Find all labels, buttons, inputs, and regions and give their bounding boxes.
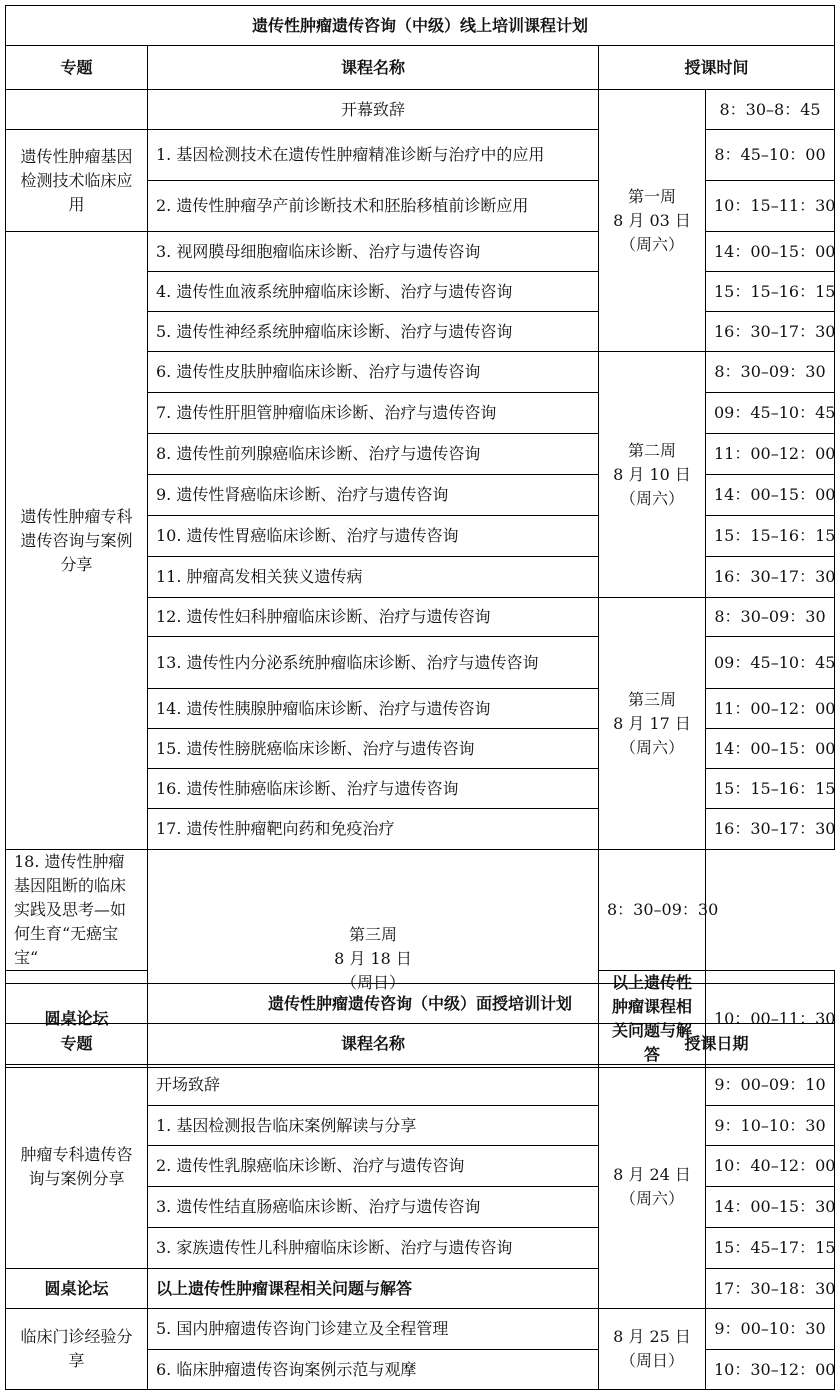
- time-cell: 14：00–15：30: [706, 1187, 835, 1228]
- header-topic: 专题: [6, 46, 148, 90]
- course-cell: 7. 遗传性肝胆管肿瘤临床诊断、治疗与遗传咨询: [148, 393, 599, 434]
- topic-cell: 遗传性肿瘤专科遗传咨询与案例分享: [6, 232, 148, 850]
- course-cell: 12. 遗传性妇科肿瘤临床诊断、治疗与遗传咨询: [148, 598, 599, 637]
- date-cell: [599, 1309, 706, 1390]
- course-cell: 14. 遗传性胰腺肿瘤临床诊断、治疗与遗传咨询: [148, 689, 599, 729]
- time-cell: 09：45–10：45: [706, 393, 835, 434]
- course-cell: 开场致辞: [148, 1065, 599, 1106]
- date-weekday: （周六）: [619, 234, 684, 254]
- date-cell: [599, 1065, 706, 1309]
- header-course: 课程名称: [148, 46, 599, 90]
- time-cell: 9：00–10：30: [706, 1309, 835, 1350]
- time-cell: 16：30–17：30: [706, 312, 835, 352]
- date-day: 8 月 03 日: [613, 210, 691, 230]
- header-time: 授课时间: [599, 46, 835, 90]
- course-cell: 2. 遗传性肿瘤孕产前诊断技术和胚胎移植前诊断应用: [148, 181, 599, 232]
- course-cell: 3. 家族遗传性儿科肿瘤临床诊断、治疗与遗传咨询: [148, 1228, 599, 1269]
- course-cell: 以上遗传性肿瘤课程相关问题与解答: [148, 1269, 599, 1309]
- topic-cell: 肿瘤专科遗传咨询与案例分享: [6, 1065, 148, 1269]
- course-cell: 9. 遗传性肾癌临床诊断、治疗与遗传咨询: [148, 475, 599, 516]
- time-cell: 14：00–15：00: [706, 475, 835, 516]
- date-week: 第二周: [627, 440, 676, 460]
- course-cell: 6. 遗传性皮肤肿瘤临床诊断、治疗与遗传咨询: [148, 352, 599, 393]
- time-cell: 8：30–8：45: [706, 90, 835, 130]
- date-cell: [599, 598, 706, 850]
- topic-cell: 遗传性肿瘤基因检测技术临床应用: [6, 130, 148, 232]
- date-day: 8 月 18 日: [334, 948, 412, 968]
- course-cell: 11. 肿瘤高发相关狭义遗传病: [148, 557, 599, 598]
- time-cell: 8：30–09：30: [599, 850, 706, 971]
- time-cell: 9：10–10：30: [706, 1106, 835, 1146]
- time-cell: 10：00–11：30: [706, 971, 835, 1068]
- date-cell: [599, 352, 706, 598]
- topic-cell: 临床门诊经验分享: [6, 1309, 148, 1390]
- course-cell: 3. 视网膜母细胞瘤临床诊断、治疗与遗传咨询: [148, 232, 599, 272]
- time-cell: 10：40–12：00: [706, 1146, 835, 1187]
- course-cell: 18. 遗传性肿瘤基因阻断的临床实践及思考—如何生育“无癌宝宝“: [6, 850, 148, 971]
- time-cell: 8：30–09：30: [706, 352, 835, 393]
- time-cell: 16：30–17：30: [706, 809, 835, 850]
- time-cell: 16：30–17：30: [706, 557, 835, 598]
- course-cell: 以上遗传性肿瘤课程相关问题与解答: [599, 971, 706, 1068]
- time-cell: 10：30–12：00: [706, 1350, 835, 1390]
- online-training-schedule-table: [5, 5, 835, 1068]
- topic-cell-empty: [6, 90, 148, 130]
- date-day: 8 月 24 日: [613, 1164, 691, 1184]
- date-week: 第一周: [627, 186, 676, 206]
- time-cell: 14：00–15：00: [706, 729, 835, 769]
- date-cell: [599, 90, 706, 352]
- time-cell: 11：00–12：00: [706, 689, 835, 729]
- course-cell: 6. 临床肿瘤遗传咨询案例示范与观摩: [148, 1350, 599, 1390]
- course-cell: 13. 遗传性内分泌系统肿瘤临床诊断、治疗与遗传咨询: [148, 637, 599, 689]
- time-cell: 14：00–15：00: [706, 232, 835, 272]
- header-date: 授课日期: [599, 1024, 835, 1065]
- course-cell: 8. 遗传性前列腺癌临床诊断、治疗与遗传咨询: [148, 434, 599, 475]
- time-cell: 17：30–18：30: [706, 1269, 835, 1309]
- in-person-training-schedule-table: [5, 983, 835, 1390]
- date-weekday: （周日）: [340, 972, 405, 992]
- course-cell: 2. 遗传性乳腺癌临床诊断、治疗与遗传咨询: [148, 1146, 599, 1187]
- time-cell: 15：15–16：15: [706, 272, 835, 312]
- date-weekday: （周六）: [619, 488, 684, 508]
- table-title: 遗传性肿瘤遗传咨询（中级）面授培训计划: [6, 984, 835, 1024]
- date-weekday: （周六）: [619, 1188, 684, 1208]
- table-title: 遗传性肿瘤遗传咨询（中级）线上培训课程计划: [6, 6, 835, 46]
- course-cell: 17. 遗传性肿瘤靶向药和免疫治疗: [148, 809, 599, 850]
- course-cell: 5. 国内肿瘤遗传咨询门诊建立及全程管理: [148, 1309, 599, 1350]
- topic-cell: 圆桌论坛: [6, 1269, 148, 1309]
- date-week: 第三周: [627, 689, 676, 709]
- time-cell: 8：30–09：30: [706, 598, 835, 637]
- course-cell: 3. 遗传性结直肠癌临床诊断、治疗与遗传咨询: [148, 1187, 599, 1228]
- course-cell: 15. 遗传性膀胱癌临床诊断、治疗与遗传咨询: [148, 729, 599, 769]
- header-course: 课程名称: [148, 1024, 599, 1065]
- date-day: 8 月 25 日: [613, 1327, 691, 1346]
- time-cell: 9：00–09：10: [706, 1065, 835, 1106]
- course-cell: 1. 基因检测技术在遗传性肿瘤精准诊断与治疗中的应用: [148, 130, 599, 181]
- course-cell: 5. 遗传性神经系统肿瘤临床诊断、治疗与遗传咨询: [148, 312, 599, 352]
- time-cell: 09：45–10：45: [706, 637, 835, 689]
- course-cell: 4. 遗传性血液系统肿瘤临床诊断、治疗与遗传咨询: [148, 272, 599, 312]
- date-weekday: （周六）: [619, 737, 684, 757]
- time-cell: 15：45–17：15: [706, 1228, 835, 1269]
- topic-cell: 圆桌论坛: [6, 971, 148, 1068]
- time-cell: 10：15–11：30: [706, 181, 835, 232]
- course-cell: 1. 基因检测报告临床案例解读与分享: [148, 1106, 599, 1146]
- time-cell: 15：15–16：15: [706, 769, 835, 809]
- time-cell: 15：15–16：15: [706, 516, 835, 557]
- course-cell: 10. 遗传性胃癌临床诊断、治疗与遗传咨询: [148, 516, 599, 557]
- course-cell: 开幕致辞: [148, 90, 599, 130]
- date-day: 8 月 10 日: [613, 464, 691, 484]
- time-cell: 8：45–10：00: [706, 130, 835, 181]
- time-cell: 11：00–12：00: [706, 434, 835, 475]
- date-day: 8 月 17 日: [613, 713, 691, 733]
- date-week: 第三周: [348, 924, 397, 944]
- course-cell: 16. 遗传性肺癌临床诊断、治疗与遗传咨询: [148, 769, 599, 809]
- date-weekday: （周日）: [619, 1351, 684, 1370]
- header-topic: 专题: [6, 1024, 148, 1065]
